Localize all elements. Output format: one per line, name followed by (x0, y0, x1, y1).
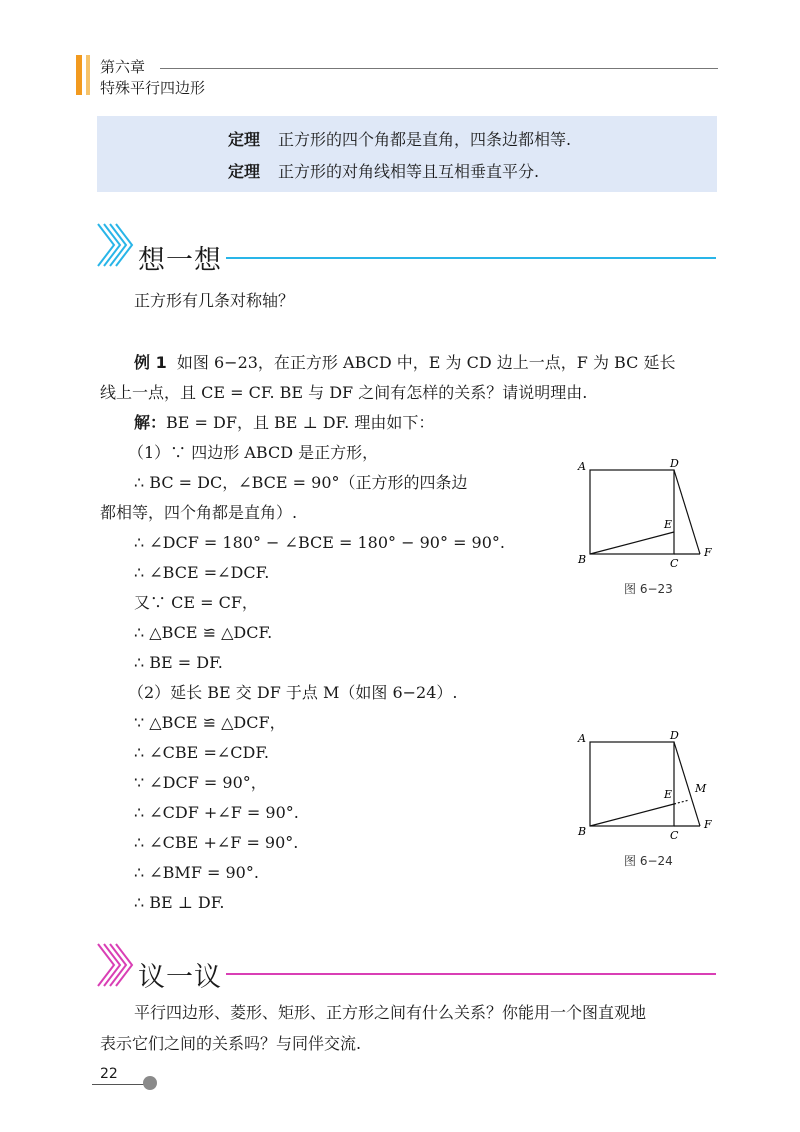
proof-line-6: 又∵ CE = CF， (134, 593, 258, 612)
theorem-1 (228, 127, 571, 150)
discuss-line-2: 表示它们之间的关系吗？与同伴交流. (100, 1034, 362, 1053)
figure-6-23-caption: 图 6−23 (624, 582, 673, 596)
label-e: E (664, 518, 673, 531)
theorem-2-text: 正方形的对角线相等且互相垂直平分. (278, 162, 540, 181)
label-a: A (578, 732, 586, 745)
proof-line-8: ∴ BE = DF. (134, 653, 223, 672)
section-divider-think (226, 257, 716, 259)
solution-head: BE = DF，且 BE ⊥ DF. 理由如下： (166, 413, 435, 432)
label-c: C (670, 829, 679, 840)
label-f: F (704, 818, 712, 831)
section-divider-discuss (226, 973, 716, 975)
proof-line-14: ∴ ∠CBE +∠F = 90°. (134, 833, 299, 852)
figure-6-24-caption: 图 6−24 (624, 854, 673, 868)
section-title-discuss: 议一议 (138, 962, 222, 993)
proof-line-1: （1）∵ 四边形 ABCD 是正方形， (128, 443, 379, 462)
segment-be (590, 532, 674, 554)
example-label: 例 1 (134, 353, 167, 372)
label-f: F (704, 546, 712, 559)
example-text-2: 线上一点，且 CE = CF. BE 与 DF 之间有怎样的关系？请说明理由. (100, 383, 588, 402)
proof-line-13: ∴ ∠CDF +∠F = 90°. (134, 803, 299, 822)
section-title-think: 想一想 (138, 245, 222, 276)
chapter-label: 第六章 (100, 58, 146, 76)
figure-6-23 (572, 456, 722, 568)
header-accent-bar-light (86, 55, 90, 95)
theorem-2 (228, 159, 539, 182)
proof-line-2: ∴ BC = DC，∠BCE = 90°（正方形的四条边 (134, 473, 468, 492)
square-abcd (590, 470, 674, 554)
page-dot-icon (143, 1076, 157, 1090)
solution-line (134, 413, 434, 433)
label-d: D (670, 457, 679, 470)
label-d: D (670, 729, 679, 742)
proof-line-15: ∴ ∠BMF = 90°. (134, 863, 259, 882)
label-e: E (664, 788, 673, 801)
label-b: B (578, 553, 587, 566)
theorem-2-label: 定理 (228, 162, 261, 181)
square-abcd (590, 742, 674, 826)
example-text-1: 如图 6−23，在正方形 ABCD 中，E 为 CD 边上一点，F 为 BC 延长 (176, 353, 676, 372)
header-accent-bar (76, 55, 82, 95)
proof-line-12: ∵ ∠DCF = 90°， (134, 773, 267, 792)
solution-label: 解： (134, 413, 167, 432)
label-m: M (695, 782, 707, 795)
proof-line-4: ∴ ∠DCF = 180° − ∠BCE = 180° − 90° = 90°. (134, 533, 505, 552)
proof-line-5: ∴ ∠BCE =∠DCF. (134, 563, 270, 582)
segment-be (590, 804, 674, 826)
proof-line-7: ∴ △BCE ≌ △DCF. (134, 623, 273, 642)
figure-6-24 (572, 728, 722, 840)
proof-line-11: ∴ ∠CBE =∠CDF. (134, 743, 270, 762)
chapter-title: 特殊平行四边形 (100, 79, 206, 97)
proof-line-3: 都相等，四个角都是直角）. (100, 503, 298, 522)
page-number: 22 (100, 1066, 118, 1082)
header-divider (160, 68, 718, 69)
think-question: 正方形有几条对称轴？ (134, 291, 295, 310)
proof-line-10: ∵ △BCE ≌ △DCF， (134, 713, 286, 732)
example-line-1 (134, 353, 675, 373)
proof-line-16: ∴ BE ⊥ DF. (134, 893, 225, 912)
chevron-arrows-icon (96, 222, 140, 268)
page-number-rule (92, 1084, 150, 1085)
label-b: B (578, 825, 587, 838)
proof-line-9: （2）延长 BE 交 DF 于点 M（如图 6−24）. (128, 683, 458, 702)
theorem-1-label: 定理 (228, 130, 261, 149)
theorem-1-text: 正方形的四个角都是直角，四条边都相等. (278, 130, 572, 149)
segment-em-dashed (674, 800, 689, 804)
label-c: C (670, 557, 679, 568)
segment-df (674, 470, 700, 554)
label-a: A (578, 460, 586, 473)
chevron-arrows-icon (96, 942, 140, 988)
discuss-line-1: 平行四边形、菱形、矩形、正方形之间有什么关系？你能用一个图直观地 (134, 1003, 647, 1022)
